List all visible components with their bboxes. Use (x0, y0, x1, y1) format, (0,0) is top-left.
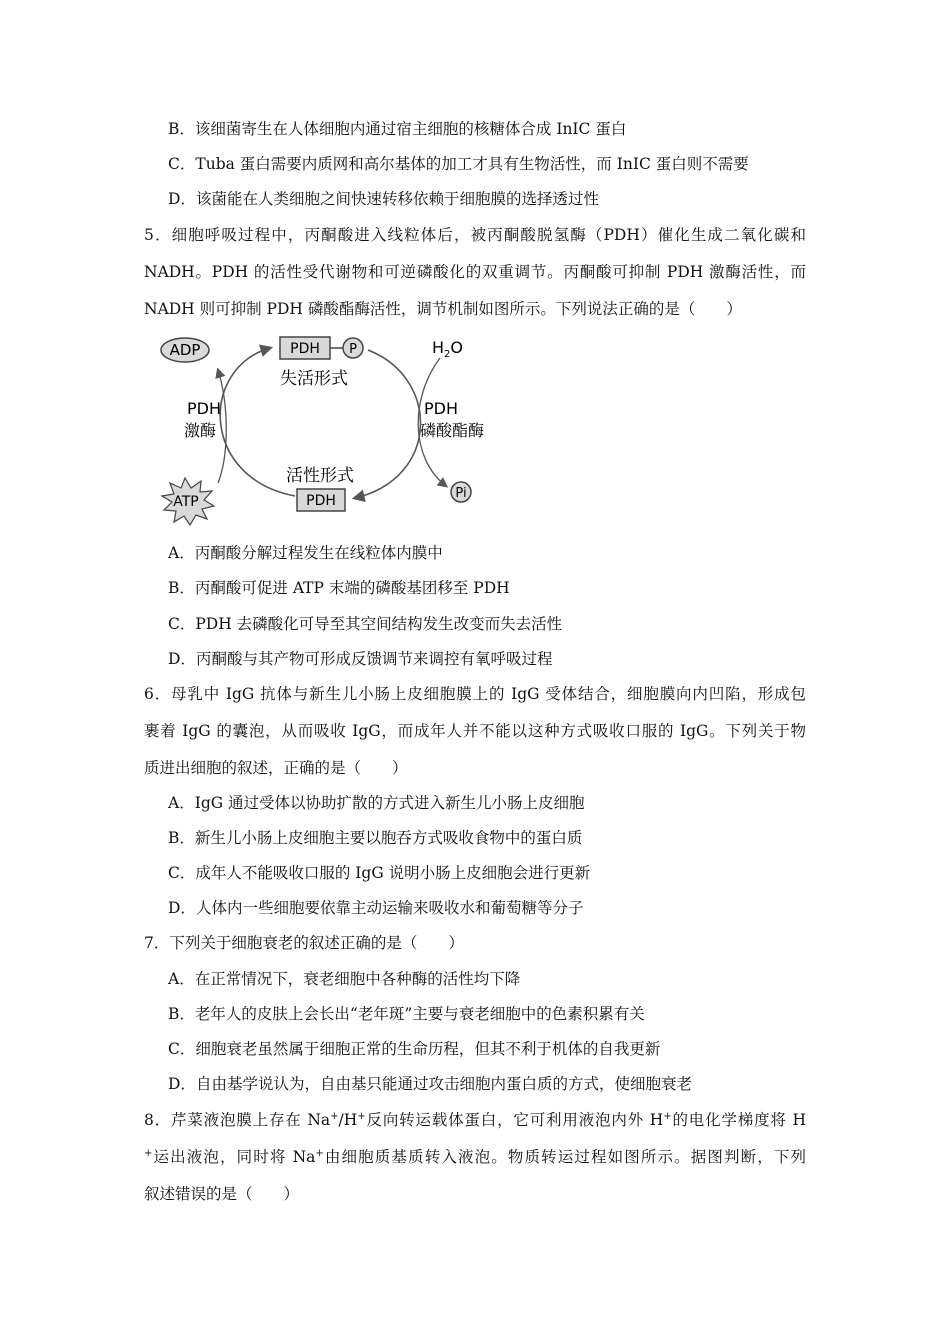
q6-option-a (168, 792, 585, 814)
option-letter: D． (168, 899, 196, 917)
option-text: 该菌能在人类细胞之间快速转移依赖于细胞膜的选择透过性 (195, 190, 599, 208)
option-text: PDH 去磷酸化可导至其空间结构发生改变而失去活性 (195, 615, 563, 633)
option-text: 该细菌寄生在人体细胞内通过宿主细胞的核糖体合成 InIC 蛋白 (194, 120, 627, 138)
option-letter: B． (168, 120, 195, 138)
option-letter: C． (168, 864, 196, 882)
q5-option-a (168, 542, 443, 564)
q5-option-d (168, 648, 552, 670)
option-text: 自由基学说认为，自由基只能通过攻击细胞内蛋白质的方式，使细胞衰老 (195, 1075, 692, 1093)
q8-stem-line-2: +运出液泡，同时将 Na+由细胞质基质转入液泡。物质转运过程如图所示。据图判断，下列 (144, 1147, 806, 1166)
q4-option-d (168, 188, 599, 210)
q5-stem-line-2: NADH。PDH 的活性受代谢物和可逆磷酸化的双重调节。丙酮酸可抑制 PDH 激酶活性，而 (144, 263, 806, 281)
active-form-label: 活性形式 (286, 466, 354, 486)
atp-label: ATP (173, 494, 199, 510)
option-text: IgG 通过受体以协助扩散的方式进入新生儿小肠上皮细胞 (194, 794, 585, 812)
option-text: 细胞衰老虽然属于细胞正常的生命历程，但其不利于机体的自我更新 (195, 1040, 661, 1058)
q4-option-b (168, 118, 626, 140)
water-label: $H_2O$ (432, 338, 463, 360)
adp-label: ADP (169, 341, 201, 359)
option-letter: B． (168, 1005, 195, 1023)
option-letter: A． (168, 544, 195, 562)
q8-stem-line-3: 叙述错误的是（ ） (144, 1185, 300, 1203)
option-text: 丙酮酸分解过程发生在线粒体内膜中 (194, 544, 443, 562)
option-letter: B． (168, 579, 195, 597)
option-letter: D． (168, 190, 196, 208)
option-text: 新生儿小肠上皮细胞主要以胞吞方式吸收食物中的蛋白质 (194, 829, 583, 847)
q6-stem-line-2: 裹着 IgG 的囊泡，从而吸收 IgG，而成年人并不能以这种方式吸收口服的 IgG。下列关于物 (144, 722, 806, 740)
pi-node (451, 482, 471, 502)
phosphatase-label-2: 磷酸酯酶 (420, 421, 485, 440)
pdh-phosphorylated-node (280, 337, 363, 359)
pdh-inactive-label: PDH (290, 341, 320, 357)
option-text: 丙酮酸与其产物可形成反馈调节来调控有氧呼吸过程 (195, 650, 553, 668)
option-letter: C． (168, 155, 196, 173)
phosphatase-label-1: PDH (424, 399, 458, 418)
adp-node (161, 338, 209, 362)
option-letter: A． (168, 794, 195, 812)
option-text: 丙酮酸可促进 ATP 末端的磷酸基团移至 PDH (194, 579, 510, 597)
q5-stem-line-1: 5．细胞呼吸过程中，丙酮酸进入线粒体后，被丙酮酸脱氢酶（PDH）催化生成二氧化碳和 (144, 226, 806, 244)
q4-option-c (168, 153, 749, 175)
q5-stem-line-3: NADH 则可抑制 PDH 磷酸酯酶活性，调节机制如图所示。下列说法正确的是（ ） (144, 300, 742, 318)
option-letter: C． (168, 1040, 196, 1058)
option-letter: C． (168, 615, 196, 633)
pdh-regulation-diagram (140, 328, 520, 528)
q5-option-c (168, 613, 562, 635)
option-letter: D． (168, 650, 196, 668)
q7-option-c (168, 1038, 660, 1060)
phosphatase-arc (355, 350, 420, 498)
kinase-label-2: 激酶 (184, 421, 217, 440)
option-text: 老年人的皮肤上会长出“老年斑”主要与衰老细胞中的色素积累有关 (194, 1005, 645, 1023)
kinase-label-1: PDH (187, 399, 221, 418)
pi-label: Pi (455, 486, 467, 501)
option-letter: A． (168, 970, 195, 988)
q6-option-c (168, 862, 590, 884)
option-text: 在正常情况下，衰老细胞中各种酶的活性均下降 (194, 970, 521, 988)
option-letter: D． (168, 1075, 196, 1093)
q7-stem: 7．下列关于细胞衰老的叙述正确的是（ ） (144, 934, 464, 952)
option-letter: B． (168, 829, 195, 847)
option-text: 人体内一些细胞要依靠主动运输来吸收水和葡萄糖等分子 (195, 899, 584, 917)
q6-stem-line-3: 质进出细胞的叙述，正确的是（ ） (144, 759, 408, 777)
q8-stem-line-1: 8．芹菜液泡膜上存在 Na+/H+反向转运载体蛋白，它可利用液泡内外 H+的电化学梯度将 H (144, 1110, 806, 1129)
pdh-active-label: PDH (306, 493, 336, 509)
q5-option-b (168, 577, 510, 599)
pdh-active-node (297, 489, 345, 511)
atp-node (162, 478, 214, 525)
option-text: Tuba 蛋白需要内质网和高尔基体的加工才具有生物活性，而 InIC 蛋白则不需要 (195, 155, 749, 173)
q7-option-b (168, 1003, 645, 1025)
q6-stem-line-1: 6．母乳中 IgG 抗体与新生儿小肠上皮细胞膜上的 IgG 受体结合，细胞膜向内凹陷，形成包 (144, 685, 806, 703)
q6-option-d (168, 897, 583, 919)
option-text: 成年人不能吸收口服的 IgG 说明小肠上皮细胞会进行更新 (195, 864, 591, 882)
inactive-form-label: 失活形式 (280, 369, 348, 389)
q6-option-b (168, 827, 582, 849)
phosphate-label: P (349, 342, 357, 357)
q7-option-a (168, 968, 520, 990)
q7-option-d (168, 1073, 692, 1095)
